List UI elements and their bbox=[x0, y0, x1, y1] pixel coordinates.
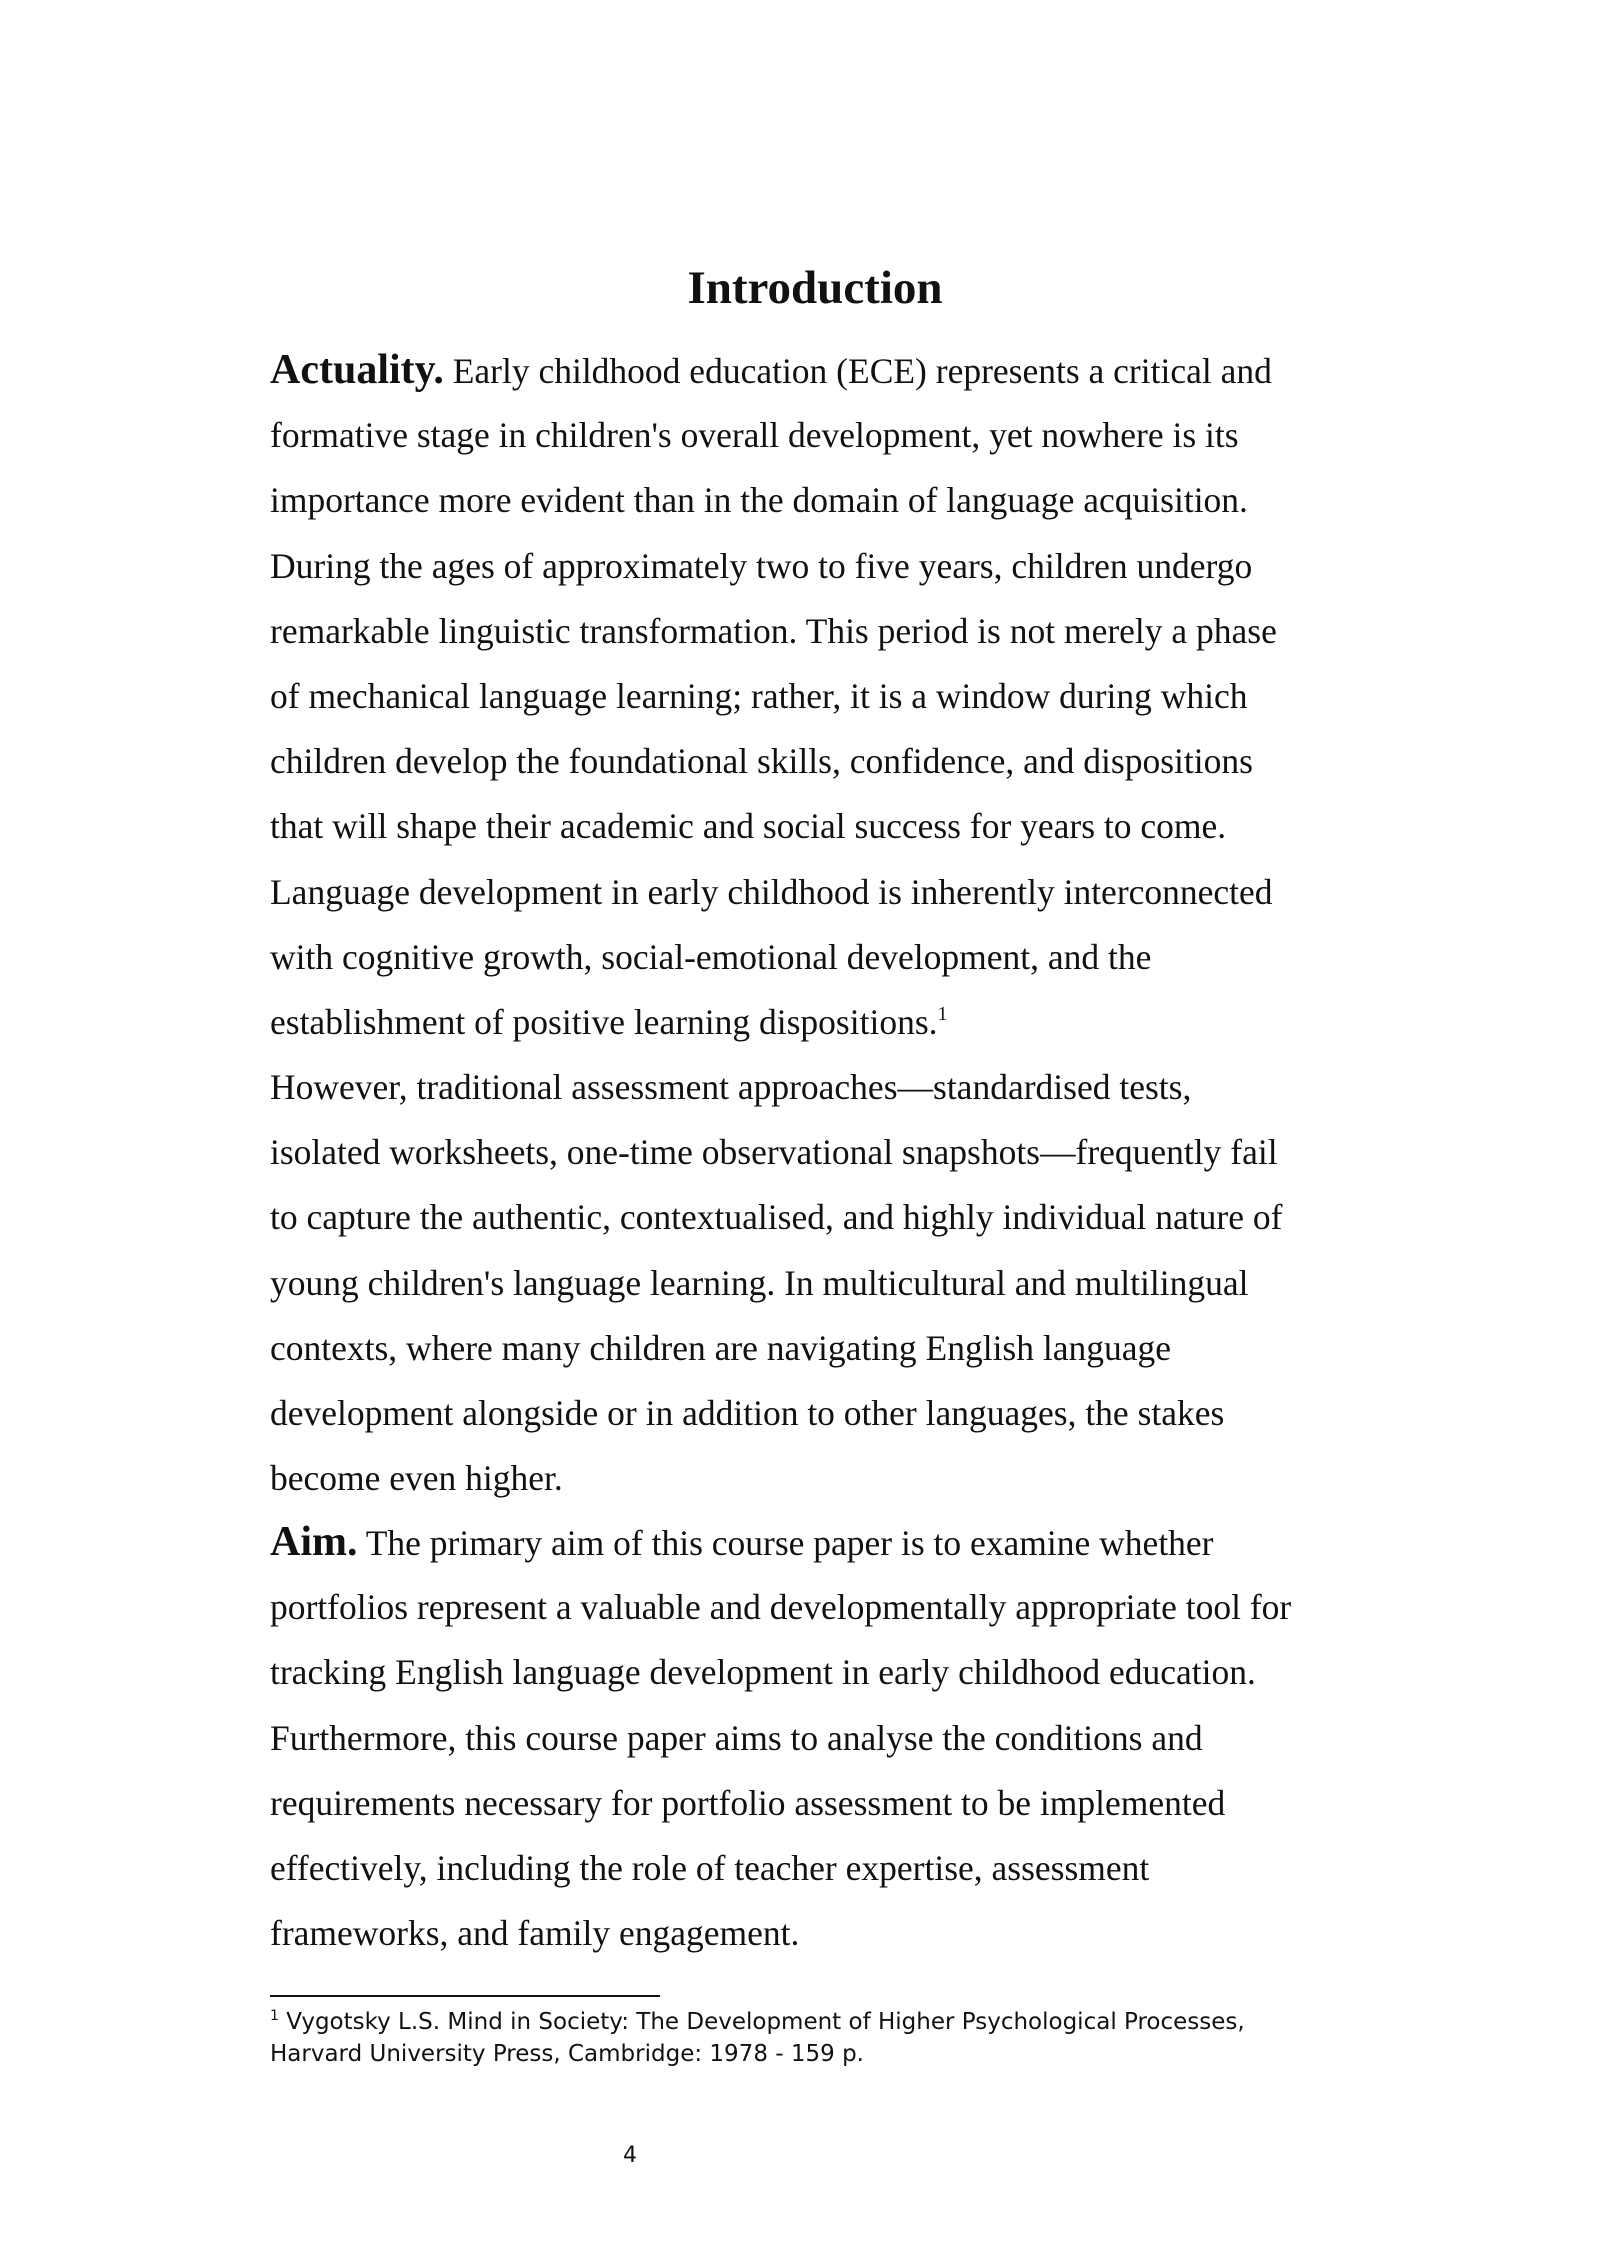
footnote-text-2: Harvard University Press, Cambridge: 1978 - 159 p. bbox=[270, 2041, 864, 2067]
actuality-line-2: formative stage in children's overall development, yet nowhere is its bbox=[270, 415, 1239, 456]
continuation-line-3: to capture the authentic, contextualised, and highly individual nature of bbox=[270, 1197, 1283, 1238]
footnote-line-1 bbox=[270, 2006, 1370, 2038]
page-number: 4 bbox=[623, 2143, 637, 2168]
actuality-line-6: of mechanical language learning; rather, it is a window during which bbox=[270, 675, 1248, 716]
actuality-line-7: children develop the foundational skills, confidence, and dispositions bbox=[270, 741, 1253, 782]
actuality-line-5: remarkable linguistic transformation. This period is not merely a phase bbox=[270, 610, 1277, 651]
actuality-line-1: Early childhood education (ECE) represents a critical and bbox=[443, 351, 1272, 391]
actuality-line-9: Language development in early childhood is inherently interconnected bbox=[270, 871, 1273, 912]
continuation-line-4: young children's language learning. In multicultural and multilingual bbox=[270, 1262, 1249, 1303]
actuality-lead: Actuality. bbox=[270, 347, 444, 393]
aim-line-3: tracking English language development in early childhood education. bbox=[270, 1652, 1256, 1693]
paragraph-line bbox=[270, 338, 1390, 403]
continuation-line-7: become even higher. bbox=[270, 1458, 563, 1499]
page-title: Introduction bbox=[687, 262, 943, 314]
footnote-reference[interactable]: 1 bbox=[937, 1002, 948, 1025]
paragraph-line bbox=[270, 1510, 1390, 1575]
aim-line-2: portfolios represent a valuable and developmentally appropriate tool for bbox=[270, 1587, 1292, 1628]
continuation-line-2: isolated worksheets, one-time observational snapshots—frequently fail bbox=[270, 1132, 1278, 1173]
actuality-section bbox=[270, 338, 1390, 1511]
actuality-line-8: that will shape their academic and social success for years to come. bbox=[270, 806, 1227, 847]
aim-line-5: requirements necessary for portfolio assessment to be implemented bbox=[270, 1782, 1226, 1823]
footnote-mark: 1 bbox=[270, 2008, 279, 2024]
aim-line-4: Furthermore, this course paper aims to analyse the conditions and bbox=[270, 1717, 1203, 1758]
continuation-line-1: However, traditional assessment approaches—standardised tests, bbox=[270, 1067, 1192, 1108]
footnote-text-1: Vygotsky L.S. Mind in Society: The Development of Higher Psychological Processes, bbox=[278, 2009, 1245, 2035]
aim-line-6: effectively, including the role of teacher expertise, assessment bbox=[270, 1847, 1150, 1888]
continuation-line-6: development alongside or in addition to other languages, the stakes bbox=[270, 1393, 1225, 1433]
footnote-separator bbox=[270, 1995, 660, 1997]
actuality-line-10: with cognitive growth, social-emotional development, and the bbox=[270, 936, 1152, 977]
aim-lead: Aim. bbox=[270, 1519, 358, 1565]
actuality-line-4: During the ages of approximately two to five years, children undergo bbox=[270, 545, 1253, 586]
continuation-line-5: contexts, where many children are navigating English language bbox=[270, 1327, 1172, 1368]
paragraph-line bbox=[270, 990, 1390, 1055]
aim-line-7: frameworks, and family engagement. bbox=[270, 1913, 800, 1954]
actuality-line-3: importance more evident than in the domain of language acquisition. bbox=[270, 480, 1248, 521]
actuality-line-11: establishment of positive learning dispositions. bbox=[270, 1001, 938, 1042]
aim-line-1: The primary aim of this course paper is to examine whether bbox=[357, 1523, 1214, 1563]
aim-section bbox=[270, 1510, 1390, 1966]
footnote bbox=[270, 2006, 1370, 2070]
